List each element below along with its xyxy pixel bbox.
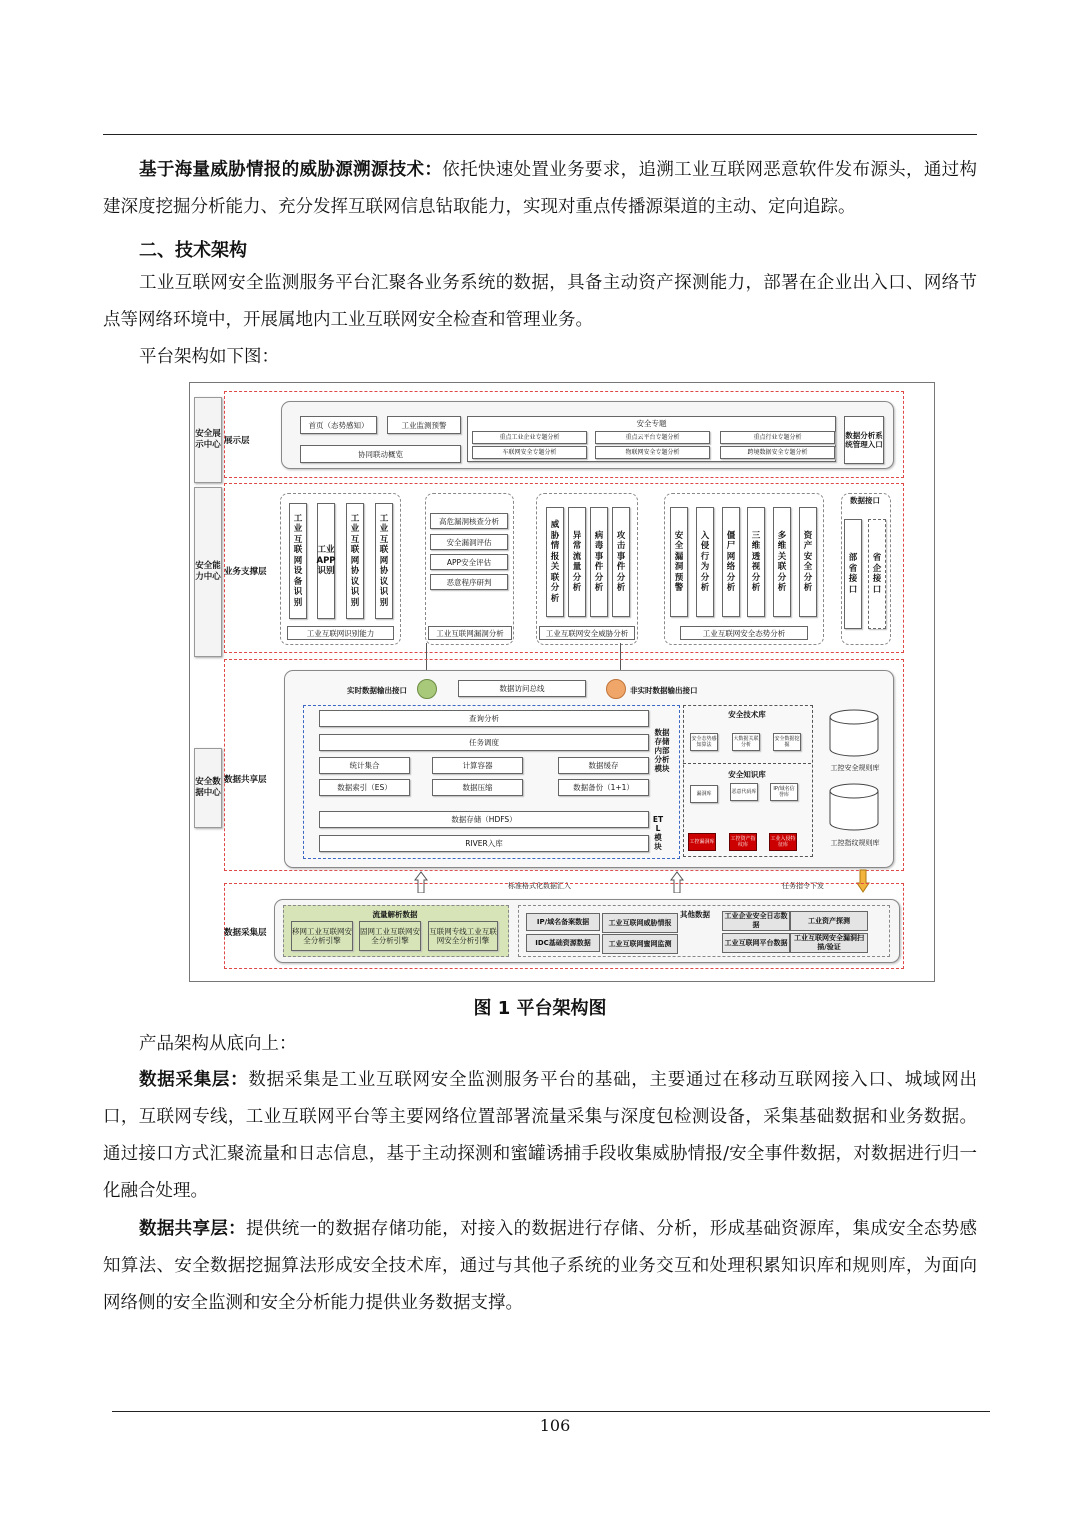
- group-situation-label: 工业互联网安全态势分析: [680, 626, 808, 640]
- threat-item: 异常流量分析: [568, 507, 586, 617]
- topic-box: 重点工业企业专题分析: [472, 431, 587, 444]
- river-box: RIVER入库: [319, 835, 649, 852]
- knowledge-library-title: 安全知识库: [728, 770, 766, 779]
- data-interface-title: 数据接口: [850, 496, 880, 505]
- vuln-scan-box: 工业互联网安全漏洞扫描/验证: [790, 933, 868, 953]
- text-threat-trace: 依托快速处置业务要求，追溯工业互联网恶意软件发布源头，通过构建深度挖掘分析能力、充分发挥互联网信息钻取能力，实现对重点传播源渠道的主动、定向追踪。: [103, 160, 978, 217]
- ics-library-item: 工业入侵特征库: [769, 833, 797, 851]
- compress-box: 数据压缩: [432, 779, 523, 796]
- paragraph-figure-intro: 平台架构如下图：: [139, 347, 279, 367]
- ident-item: 工业互联网设备识别: [289, 503, 307, 619]
- compute-box: 计算容器: [432, 757, 523, 774]
- tech-library-title: 安全技术库: [728, 710, 766, 719]
- library-divider: [683, 763, 811, 764]
- business-layer-label: 业务支撑层: [224, 567, 267, 577]
- threat-item: 攻击事件分析: [612, 507, 630, 617]
- knowledge-library-item: 漏洞库: [690, 785, 718, 803]
- group-identification-label: 工业互联网识别能力: [287, 626, 394, 640]
- storage-module-label: 数据存储内部分析模块: [654, 728, 670, 773]
- cache-box: 数据缓存: [558, 757, 649, 774]
- platform-data-box: 工业互联网平台数据: [722, 933, 790, 953]
- side-data-center: 安全数据中心: [194, 748, 222, 828]
- side-display-center: 安全展示中心: [194, 397, 222, 483]
- collect-layer-label: 数据采集层: [224, 928, 267, 938]
- term-share-layer: 数据共享层：: [139, 1219, 247, 1239]
- topic-box: 重点云平台专题分析: [595, 431, 710, 444]
- topic-box: 重点行业专题分析: [720, 431, 835, 444]
- ident-item: 工业互联网协议识别: [346, 503, 364, 619]
- footer-rule: [112, 1411, 990, 1412]
- other-data-title: 其他数据: [680, 910, 710, 919]
- linkage-box: 协同联动概览: [300, 445, 461, 463]
- stats-box: 统计集合: [319, 757, 410, 774]
- topic-box: 车联网安全专题分析: [472, 446, 587, 459]
- threat-item: 威胁情报关联分析: [546, 507, 564, 617]
- vuln-item: 高危漏洞核查分析: [430, 513, 508, 529]
- text-share-layer: 提供统一的数据存储功能，对接入的数据进行存储、分析，形成基础资源库，集成安全态势感知算法、安全数据挖掘算法形成安全技术库，通过与其他子系统的业务交互和处理积累知识库和规则库，为面向网络侧的安全监测和安全分析能力提供业务数据支撑。: [103, 1219, 978, 1313]
- situation-item: 入侵行为分析: [696, 507, 714, 617]
- index-box: 数据索引（ES）: [319, 779, 410, 796]
- section-heading: 二、技术架构: [139, 240, 247, 261]
- paragraph-platform-intro: 工业互联网安全监测服务平台汇聚各业务系统的数据，具备主动资产探测能力，部署在企业出入口、网络节点等网络环境中，开展属地内工业互联网安全检查和管理业务。: [103, 273, 977, 330]
- hdfs-box: 数据存储（HDFS）: [319, 811, 649, 828]
- flow-data-title: 流量解析数据: [372, 910, 418, 919]
- paragraph-share-layer: [103, 1211, 977, 1322]
- interface-item: 省企接口: [868, 519, 886, 629]
- interface-item: 部省接口: [844, 519, 862, 629]
- fingerprint-rules-database-label: 工控指纹规则库: [830, 839, 880, 847]
- knowledge-library-item: 恶意代码库: [730, 783, 758, 801]
- ics-library-item: 工控资产指纹库: [729, 833, 757, 851]
- ident-item: 工业APP识别: [317, 503, 335, 619]
- situation-item: 安全漏洞预警: [670, 507, 688, 617]
- security-topic-box: 安全专题: [467, 416, 836, 462]
- paragraph-threat-trace: [103, 152, 977, 226]
- fingerprint-rules-database-icon: [828, 783, 880, 831]
- page-number: 106: [539, 1416, 571, 1435]
- paragraph-collect-layer: [103, 1062, 977, 1210]
- flow-engine-box: 移网工业互联网安全分析引擎: [291, 921, 353, 951]
- side-capability-center: 安全能力中心: [194, 487, 222, 657]
- display-layer-label: 展示层: [224, 436, 250, 446]
- monitor-box: 工业监测预警: [387, 416, 461, 434]
- realtime-output-label: 实时数据输出接口: [347, 686, 407, 695]
- group-threat-label: 工业互联网安全威胁分析: [539, 626, 635, 640]
- text-collect-layer: 数据采集是工业互联网安全监测服务平台的基础，主要通过在移动互联网接入口、城域网出口，互联网专线，工业互联网平台等主要网络位置部署流量采集与深度包检测设备，采集基础数据和业务数据。通过接口方式汇聚流量和日志信息，基于主动探测和蜜罐诱捕手段收集威胁情报/安全事件数据，对数据进行归一化融合处理。: [103, 1070, 978, 1201]
- topic-box: 物联网安全专题分析: [595, 446, 710, 459]
- etl-label: ETL模块: [652, 815, 664, 851]
- vuln-item: 安全漏洞评估: [430, 534, 508, 550]
- situation-item: 僵尸网络分析: [722, 507, 740, 617]
- query-box: 查询分析: [319, 710, 649, 727]
- header-rule: [103, 134, 977, 135]
- group-vulnerability-label: 工业互联网漏洞分析: [428, 626, 512, 640]
- security-rules-database-icon: [828, 709, 880, 757]
- paragraph-architecture-intro: 产品架构从底向上：: [139, 1034, 297, 1054]
- enterprise-log-box: 工业企业安全日志数据: [722, 911, 790, 931]
- flow-engine-box: 互联网专线工业互联网安全分析引擎: [428, 921, 498, 951]
- tech-library-item: 安全数据挖掘: [773, 733, 801, 751]
- figure-caption: 图 1 平台架构图: [473, 998, 607, 1019]
- schedule-box: 任务调度: [319, 734, 649, 751]
- ics-library-item: 工控漏洞库: [688, 833, 716, 851]
- standard-data-in-label: 标准格式化数据汇入: [508, 882, 571, 890]
- threat-item: 病毒事件分析: [590, 507, 608, 617]
- vuln-item: APP安全评估: [430, 554, 508, 570]
- knowledge-library-item: IP/域名信誉库: [770, 783, 798, 801]
- situation-item: 三维透视分析: [747, 507, 765, 617]
- nonrealtime-output-label: 非实时数据输出接口: [630, 686, 698, 695]
- situation-item: 资产安全分析: [799, 507, 817, 617]
- architecture-diagram: [189, 382, 935, 982]
- nonrealtime-node: [606, 679, 626, 699]
- term-collect-layer: 数据采集层：: [139, 1070, 249, 1090]
- term-threat-trace: 基于海量威胁情报的威胁源溯源技术：: [139, 160, 443, 180]
- task-down-label: 任务指令下发: [782, 882, 824, 890]
- share-layer-label: 数据共享层: [224, 775, 267, 785]
- asset-probe-box: 工业资产探测: [790, 911, 868, 931]
- ip-record-box: IP/域名备案数据: [526, 913, 600, 931]
- tech-library-item: 安全态势感知算法: [690, 733, 718, 751]
- flow-engine-box: 固网工业互联网安全分析引擎: [359, 921, 421, 951]
- home-box: 首页（态势感知）: [300, 416, 377, 434]
- system-entry-box: 数据分析系统管理入口: [844, 416, 884, 464]
- ident-item: 工业互联网协议识别: [375, 503, 393, 619]
- backup-box: 数据备份（1+1）: [558, 779, 649, 796]
- threat-intel-box: 工业互联网威胁情报: [602, 913, 678, 933]
- data-bus-box: 数据访问总线: [458, 680, 586, 697]
- tech-library-item: 大数据关联分析: [732, 733, 760, 751]
- security-rules-database-label: 工控安全规则库: [830, 764, 880, 772]
- realtime-node: [417, 679, 437, 699]
- situation-item: 多维关联分析: [773, 507, 791, 617]
- honeypot-box: 工业互联网蜜网监测: [602, 934, 678, 954]
- vuln-item: 恶意程序研判: [430, 574, 508, 590]
- idc-resource-box: IDC基础资源数据: [526, 934, 600, 952]
- topic-box: 跨境数据安全专题分析: [720, 446, 835, 459]
